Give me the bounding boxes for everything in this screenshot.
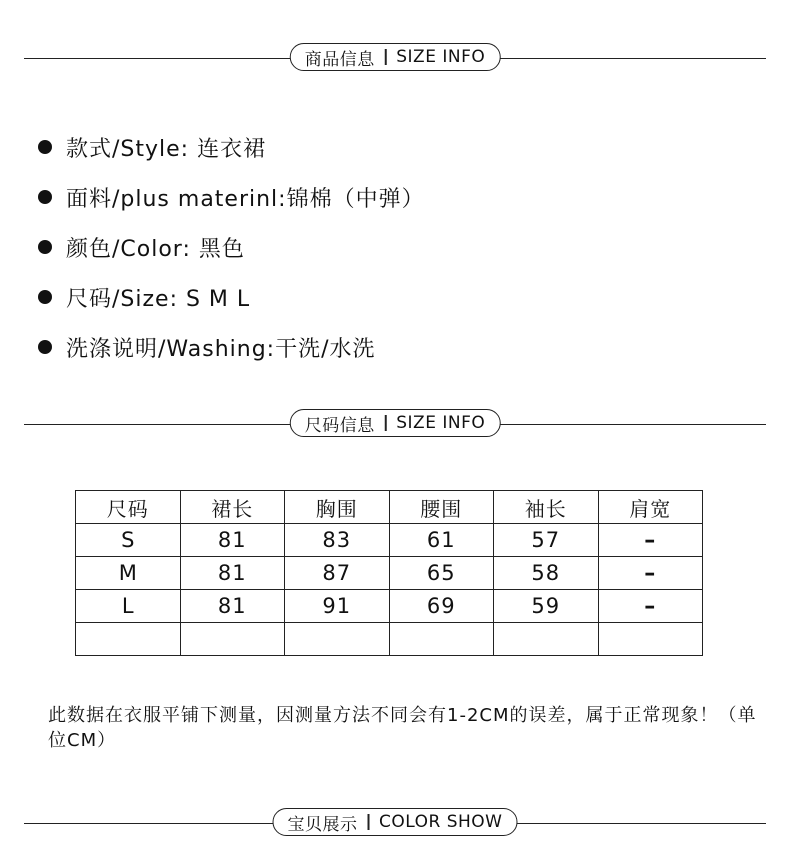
section-title-cn: 宝贝展示 bbox=[287, 814, 358, 835]
info-item-color bbox=[38, 222, 425, 272]
measurement-note: 此数据在衣服平铺下测量，因测量方法不同会有1-2CM的误差，属于正常现象！（单位CM） bbox=[48, 705, 757, 751]
section-title-en: SIZE INFO bbox=[396, 413, 486, 433]
table-cell: 65 bbox=[389, 557, 494, 590]
section-title-cn: 尺码信息 bbox=[304, 415, 375, 436]
table-row bbox=[76, 623, 703, 656]
table-cell: 69 bbox=[389, 590, 494, 623]
table-cell: – bbox=[598, 590, 703, 623]
header-waist: 腰围 bbox=[389, 491, 494, 524]
info-item-style bbox=[38, 122, 425, 172]
info-item-text: 尺码/Size: S M L bbox=[66, 286, 251, 312]
table-cell: S bbox=[76, 524, 181, 557]
bullet-icon bbox=[38, 140, 52, 154]
table-cell: L bbox=[76, 590, 181, 623]
section-title-pill bbox=[290, 409, 501, 437]
table-cell: 81 bbox=[180, 557, 285, 590]
bullet-icon bbox=[38, 290, 52, 304]
section-title-cn: 商品信息 bbox=[304, 49, 375, 70]
section-title-pill bbox=[290, 43, 501, 71]
info-item-size bbox=[38, 272, 425, 322]
table-cell: – bbox=[598, 557, 703, 590]
table-cell: 91 bbox=[285, 590, 390, 623]
size-table bbox=[75, 490, 703, 656]
table-row bbox=[76, 557, 703, 590]
section-title-en: COLOR SHOW bbox=[379, 812, 503, 832]
table-header-row bbox=[76, 491, 703, 524]
info-item-text: 款式/Style: 连衣裙 bbox=[66, 136, 267, 162]
section-header-size-info bbox=[0, 409, 790, 439]
table-cell bbox=[285, 623, 390, 656]
table-row bbox=[76, 524, 703, 557]
table-cell: 81 bbox=[180, 524, 285, 557]
table-cell: 87 bbox=[285, 557, 390, 590]
title-separator bbox=[385, 49, 387, 65]
section-header-product-info bbox=[0, 43, 790, 73]
table-cell: 59 bbox=[494, 590, 599, 623]
info-item-fabric bbox=[38, 172, 425, 222]
table-cell: – bbox=[598, 524, 703, 557]
table-row bbox=[76, 590, 703, 623]
table-cell: 58 bbox=[494, 557, 599, 590]
info-item-text: 洗涤说明/Washing:干洗/水洗 bbox=[66, 336, 376, 362]
info-item-text: 颜色/Color: 黑色 bbox=[66, 236, 245, 262]
table-cell: 57 bbox=[494, 524, 599, 557]
table-cell bbox=[180, 623, 285, 656]
header-size: 尺码 bbox=[76, 491, 181, 524]
section-header-color-show bbox=[0, 808, 790, 838]
table-cell: 83 bbox=[285, 524, 390, 557]
info-item-washing bbox=[38, 322, 425, 372]
table-cell bbox=[389, 623, 494, 656]
header-shoulder-width: 肩宽 bbox=[598, 491, 703, 524]
title-separator bbox=[368, 814, 370, 830]
header-sleeve-length: 袖长 bbox=[494, 491, 599, 524]
section-title-en: SIZE INFO bbox=[396, 47, 486, 67]
table-cell bbox=[598, 623, 703, 656]
table-cell: M bbox=[76, 557, 181, 590]
table-cell: 61 bbox=[389, 524, 494, 557]
product-info-list bbox=[38, 122, 425, 372]
title-separator bbox=[385, 415, 387, 431]
bullet-icon bbox=[38, 240, 52, 254]
table-cell bbox=[494, 623, 599, 656]
bullet-icon bbox=[38, 190, 52, 204]
bullet-icon bbox=[38, 340, 52, 354]
info-item-text: 面料/plus materinl:锦棉（中弹） bbox=[66, 186, 425, 212]
header-skirt-length: 裙长 bbox=[180, 491, 285, 524]
section-title-pill bbox=[273, 808, 518, 836]
table-cell bbox=[76, 623, 181, 656]
header-bust: 胸围 bbox=[285, 491, 390, 524]
table-cell: 81 bbox=[180, 590, 285, 623]
